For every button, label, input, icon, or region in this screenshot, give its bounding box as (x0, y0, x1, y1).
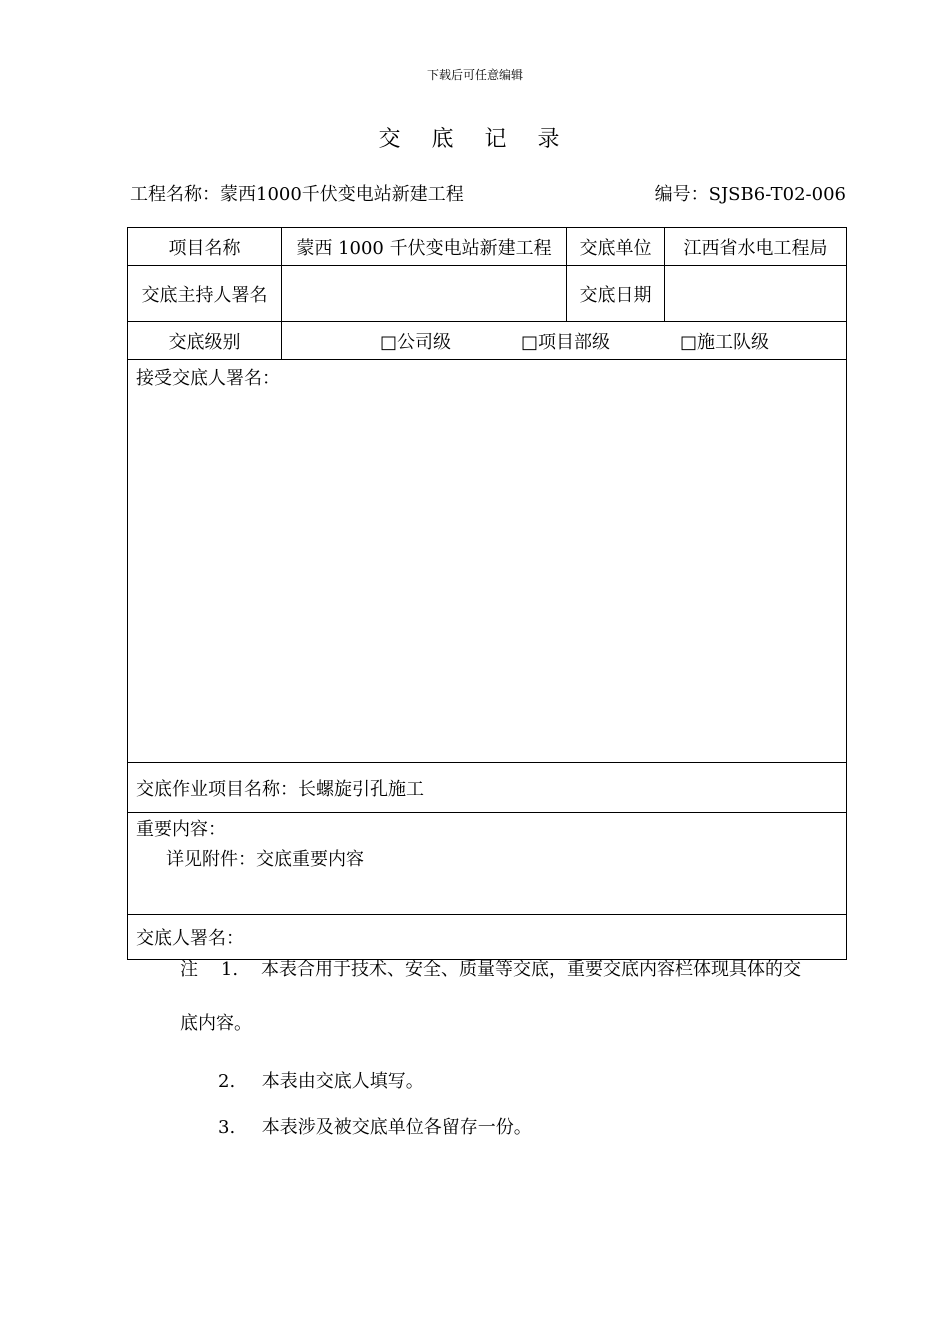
date-label: 交底日期 (567, 266, 665, 322)
page-title: 交 底 记 录 (378, 127, 572, 152)
table-row (128, 322, 847, 360)
note-3-number: 3. (218, 1117, 236, 1138)
content-label: 重要内容： (136, 819, 226, 840)
host-label: 交底主持人署名 (128, 266, 282, 322)
signer-label: 交底人署名： (136, 928, 244, 949)
note-3 (218, 1116, 840, 1140)
host-signature-field[interactable] (282, 266, 567, 322)
note-2-text: 本表由交底人填写。 (261, 1071, 424, 1092)
table-row (128, 915, 847, 960)
date-field[interactable] (665, 266, 847, 322)
note-2-number: 2. (218, 1071, 236, 1092)
document-code: 编号：SJSB6-T02-006 (654, 184, 846, 205)
notes-section (180, 958, 840, 1140)
job-name-field: 交底作业项目名称：长螺旋引孔施工 (128, 763, 847, 813)
content-detail: 详见附件：交底重要内容 (166, 849, 364, 870)
note-prefix: 注 (180, 959, 198, 980)
table-row (128, 360, 847, 763)
note-2 (218, 1070, 840, 1094)
note-1-continued: 底内容。 (180, 1013, 252, 1034)
team-level-checkbox[interactable]: □施工队级 (680, 331, 770, 353)
note-3-text: 本表涉及被交底单位各留存一份。 (261, 1117, 532, 1138)
company-level-checkbox[interactable]: □公司级 (380, 331, 452, 353)
unit-label: 交底单位 (567, 228, 665, 266)
note-1 (180, 958, 840, 982)
level-label: 交底级别 (128, 322, 282, 360)
note-1-number: 1. (220, 959, 239, 980)
table-row (128, 763, 847, 813)
project-name-line: 工程名称：蒙西1000千伏变电站新建工程 (130, 184, 464, 205)
unit-value: 江西省水电工程局 (665, 228, 847, 266)
signer-field[interactable] (128, 915, 847, 960)
important-content-field (128, 813, 847, 915)
note-1-text: 本表合用于技术、安全、质量等交底，重要交底内容栏体现具体的交 (260, 959, 801, 980)
handover-form-table (127, 227, 847, 960)
project-level-checkbox[interactable]: □项目部级 (521, 331, 611, 353)
receiver-label: 接受交底人署名： (136, 368, 280, 389)
project-name-label: 项目名称 (128, 228, 282, 266)
receiver-signature-field[interactable] (128, 360, 847, 763)
table-row (128, 266, 847, 322)
project-name-value: 蒙西 1000 千伏变电站新建工程 (282, 228, 567, 266)
level-options (282, 322, 847, 360)
table-row (128, 228, 847, 266)
table-row (128, 813, 847, 915)
header-note: 下载后可任意编辑 (426, 68, 523, 82)
